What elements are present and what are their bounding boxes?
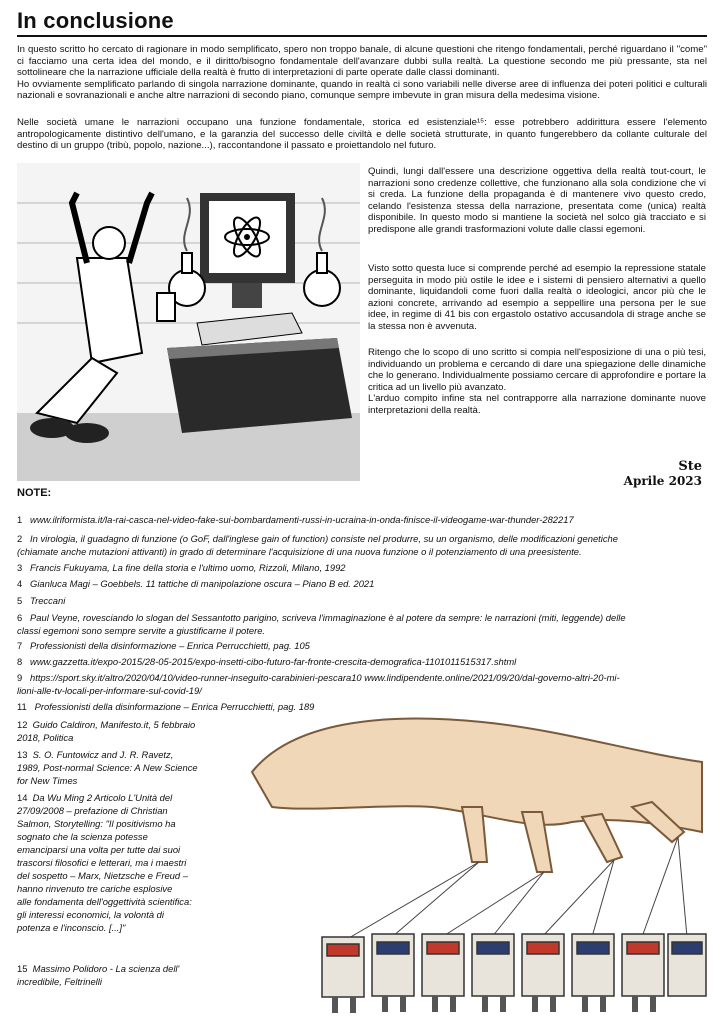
note-13: 13 S. O. Funtowicz and J. R. Ravetz, 1989, Post-normal Science: A New Science for New Times [17, 749, 198, 786]
illustration-puppeteer-hand [232, 712, 710, 1018]
note-11: 11 Professionisti della disinformazione – Enrica Perrucchietti, pag. 189 [17, 701, 315, 712]
notes-heading: NOTE: [17, 487, 52, 499]
note-9: 9 https://sport.sky.it/altro/2020/04/10/video-runner-inseguito-carabinieri-pescara10 www.lindipendente.online/2021/09/20/dal-governo-altri-20-mi- lioni-alle-tv-locali-per-informare-sul-covid-19/ [17, 672, 620, 696]
note-8: 8 www.gazzetta.it/expo-2015/28-05-2015/expo-insetti-cibo-futuro-far-fronte-crescita-demografica-1101011515317.shtml [17, 656, 517, 667]
note-5: 5 Treccani [17, 595, 66, 606]
paragraph-repression: Visto sotto questa luce si comprende perché ad esempio la repressione statale perseguita in modo più ostile le idee e i sistemi di pensiero alternativi a quello dominante, liquidandoli come fuori dalla realtà o ideologici, ancor più che le azioni concrete, arrivando ad esempio a seppellire una persona per le sue idee, in regime di 41 bis con ergastolo ostativo accusandola di strage anche se la stessa non è avvenuta. [368, 263, 706, 332]
note-6: 6 Paul Veyne, rovesciando lo slogan del Sessantotto parigino, scriveva l'immaginazione è al potere da sempre: le narrazioni (miti, leggende) delle classi egemoni sono sempre servite a giustificarne il potere. [17, 612, 626, 636]
note-14: 14 Da Wu Ming 2 Articolo L'Unità del 27/09/2008 – prefazione di Christian Salmon, Storytelling: "Il positivismo ha sognato che la scienza potesse emanciparsi una volta per tutte dai suoi trascorsi filosofici e letterari, ma i maestri del sospetto – Marx, Nietzsche e Freud – hanno rinvenuto tre cariche esplosive alle fondamenta dell'oggettività scientifica: gli interessi economici, la volontà di potenza e l'inconscio. [...]" [17, 792, 192, 933]
note-15: 15 Massimo Polidoro - La scienza dell' incredibile, Feltrinelli [17, 963, 180, 987]
paragraph-purpose: Ritengo che lo scopo di uno scritto si compia nell'esposizione di una o più tesi, individuando un problema e cercando di dare una spiegazione delle dinamiche che lo generano. Individualmente possiamo cercare di approfondire e portare la critica ad un livello più avanzato. L'arduo compito infine sta nel contrapporre alla narrazione dominante nuove interpretazioni della realtà. [368, 347, 706, 416]
paragraph-intro: In questo scritto ho cercato di ragionare in modo semplificato, spero non troppo banale, di alcune questioni che ritengo fondamentali, perché riguardano il "come" ci facciamo una certa idea del mondo, e il diritto/bisogno fondamentale dell'avanzare dubbi sulla realtà. La questione secondo me più pressante, sta nel sottolineare che la narrazione ufficiale della realtà è frutto di interpretazioni di parte operate dalle classi dominanti. Ho ovviamente semplificato parlando di singola narrazione dominante, quando in realtà ci sono variabili nelle diverse aree di influenza dei poteri politici e culturali nazionali e sovranazionali e anche altre narrazioni di secondo piano, comunque sempre imbevute in gran misura della medesima visione. [17, 44, 707, 102]
note-12: 12 Guido Caldiron, Manifesto.it, 5 febbraio 2018, Politica [17, 719, 196, 743]
paragraph-collective-beliefs: Quindi, lungi dall'essere una descrizione oggettiva della realtà tout-court, le narrazioni sono credenze collettive, che funzionano alla sola condizione che vi si creda. La funzione della propaganda è di mantenere vivo questo credo, celando l'esistenza stessa della narrazione, presentata come (unica) realtà disponibile. In questo modo si mantiene la società nel solco già tracciato e si predispone alle grandi trasformazioni volute dalle classi egemoni. [368, 166, 706, 235]
page-title: In conclusione [17, 8, 174, 33]
note-2: 2 In virologia, il guadagno di funzione (o GoF, dall'inglese gain of function) consiste nel produrre, su un organismo, delle modificazioni genetiche (chiamate anche mutazioni attivanti) in grado di determinare l'acquisizione di una nuova funzione o il potenziamento di una preesistente. [17, 533, 618, 557]
note-7: 7 Professionisti della disinformazione – Enrica Perrucchietti, pag. 105 [17, 640, 310, 651]
illustration-worship-computer [17, 163, 360, 481]
signature-date: Aprile 2023 [623, 474, 702, 488]
note-4: 4 Gianluca Magi – Goebbels. 11 tattiche di manipolazione oscura – Piano B ed. 2021 [17, 578, 375, 589]
signature-name: Ste [678, 459, 702, 474]
title-underline [17, 35, 707, 37]
note-3: 3 Francis Fukuyama, La fine della storia e l'ultimo uomo, Rizzoli, Milano, 1992 [17, 562, 346, 573]
paragraph-narrations: Nelle società umane le narrazioni occupano una funzione fondamentale, storica ed esistenziale¹⁵: esse potrebbero addirittura essere l'elemento antropologicamente distintivo dell'umano, e la garanzia del successo delle civiltà e delle società strutturate, in quanto fungerebbero da collante culturale del destino di un gruppo (tribù, popolo, nazione...), raccontandone il passato e proiettandolo nel futuro. [17, 117, 707, 152]
note-1: 1 www.ilriformista.it/la-rai-casca-nel-video-fake-sui-bombardamenti-russi-in-ucraina-in-onda-finisce-il-videogame-war-thunder-282217 [17, 514, 574, 525]
